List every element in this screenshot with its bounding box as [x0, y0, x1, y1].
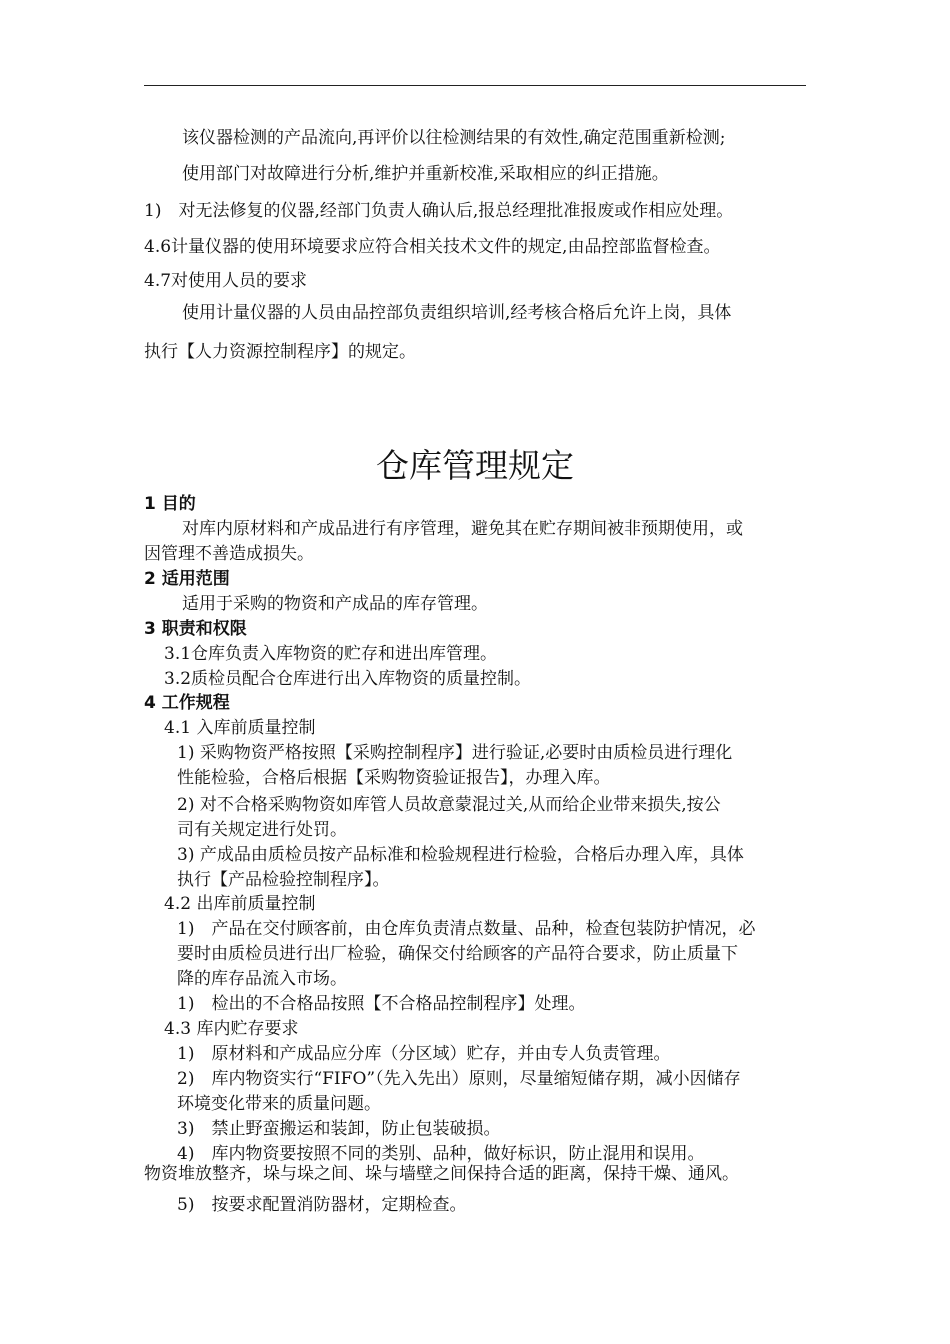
paragraph-line: 适用于采购的物资和产成品的库存管理。	[182, 594, 488, 614]
heading-procedure: 4 工作规程	[144, 693, 230, 713]
list-item: 1) 对无法修复的仪器,经部门负责人确认后,报总经理批准报废或作相应处理。	[144, 201, 734, 221]
header-rule	[144, 85, 806, 86]
clause-4-7: 4.7对使用人员的要求	[144, 271, 308, 291]
clause-3-1: 3.1仓库负责入库物资的贮存和进出库管理。	[164, 644, 498, 664]
document-title: 仓库管理规定	[376, 446, 574, 485]
paragraph-line: 因管理不善造成损失。	[144, 544, 314, 564]
clause-4-1: 4.1 入库前质量控制	[164, 718, 316, 738]
list-item: 1) 产品在交付顾客前，由仓库负责清点数量、品种，检查包装防护情况，必	[177, 919, 756, 939]
clause-4-3: 4.3 库内贮存要求	[164, 1019, 299, 1039]
heading-scope: 2 适用范围	[144, 569, 230, 589]
paragraph-line: 使用计量仪器的人员由品控部负责组织培训,经考核合格后允许上岗，具体	[182, 303, 732, 323]
list-item: 2) 库内物资实行“FIFO”（先入先出）原则，尽量缩短储存期，减小因储存	[177, 1069, 741, 1089]
list-item: 3) 禁止野蛮搬运和装卸，防止包装破损。	[177, 1119, 501, 1139]
clause-3-2: 3.2质检员配合仓库进行出入库物资的质量控制。	[164, 669, 532, 689]
list-item-cont: 降的库存品流入市场。	[177, 969, 347, 989]
list-item-cont: 物资堆放整齐，垛与垛之间、垛与墙壁之间保持合适的距离，保持干燥、通风。	[144, 1164, 739, 1184]
list-item: 2) 对不合格采购物资如库管人员故意蒙混过关,从而给企业带来损失,按公	[177, 795, 721, 815]
list-item-cont: 司有关规定进行处罚。	[177, 820, 347, 840]
heading-responsibility: 3 职责和权限	[144, 619, 247, 639]
list-item: 4) 库内物资要按照不同的类别、品种，做好标识，防止混用和误用。	[177, 1144, 705, 1164]
list-item: 1) 原材料和产成品应分库（分区域）贮存，并由专人负责管理。	[177, 1044, 671, 1064]
heading-purpose: 1 目的	[144, 494, 196, 514]
paragraph-line: 该仪器检测的产品流向,再评价以往检测结果的有效性,确定范围重新检测;	[182, 128, 726, 148]
list-item-cont: 要时由质检员进行出厂检验，确保交付给顾客的产品符合要求，防止质量下	[177, 944, 738, 964]
list-item: 3) 产成品由质检员按产品标准和检验规程进行检验，合格后办理入库，具体	[177, 845, 744, 865]
list-item-cont: 执行【产品检验控制程序】。	[177, 870, 390, 890]
list-item-cont: 环境变化带来的质量问题。	[177, 1094, 381, 1114]
paragraph-line: 使用部门对故障进行分析,维护并重新校准,采取相应的纠正措施。	[182, 164, 669, 184]
paragraph-line: 对库内原材料和产成品进行有序管理，避免其在贮存期间被非预期使用，或	[182, 519, 743, 539]
paragraph-line: 执行【人力资源控制程序】的规定。	[144, 342, 416, 362]
list-item: 1) 采购物资严格按照【采购控制程序】进行验证,必要时由质检员进行理化	[177, 743, 733, 763]
list-item: 5) 按要求配置消防器材，定期检查。	[177, 1195, 467, 1215]
list-item-cont: 性能检验，合格后根据【采购物资验证报告】，办理入库。	[177, 768, 611, 788]
list-item: 1) 检出的不合格品按照【不合格品控制程序】处理。	[177, 994, 586, 1014]
clause-4-2: 4.2 出库前质量控制	[164, 894, 316, 914]
clause-4-6: 4.6计量仪器的使用环境要求应符合相关技术文件的规定,由品控部监督检查。	[144, 237, 721, 257]
